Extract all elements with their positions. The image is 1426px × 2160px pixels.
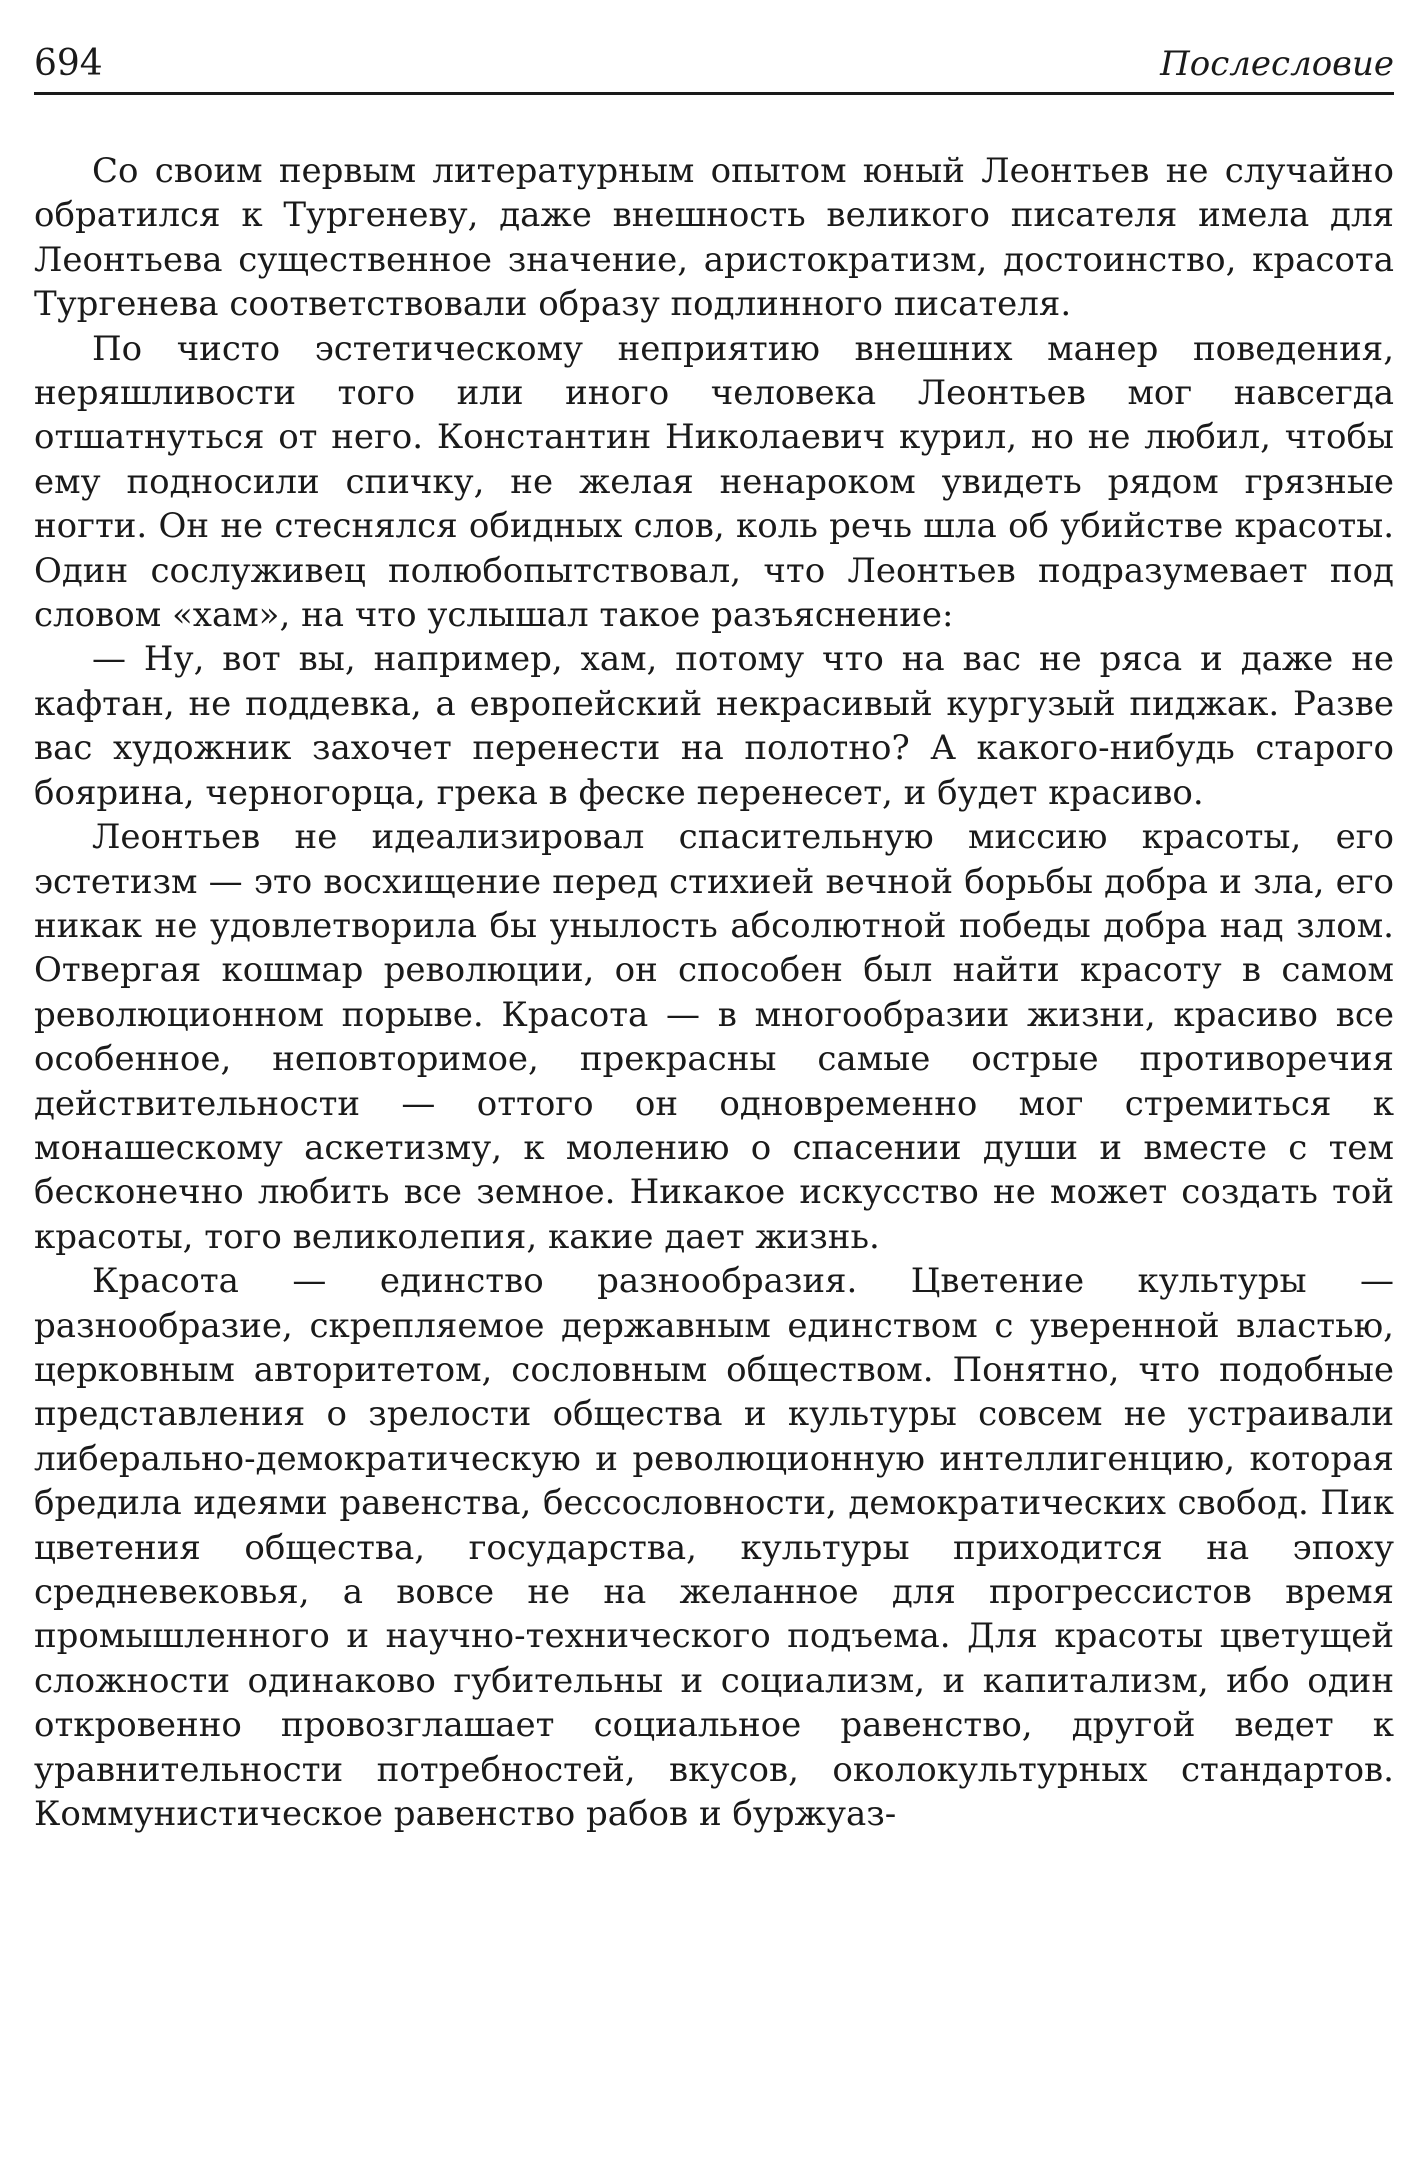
running-header: [34, 40, 1394, 95]
paragraph: Со своим первым литературным опытом юный Леонтьев не случайно обратился к Тургеневу, даже внешность великого писателя имела для Леонтьева существенное значение, аристократизм, достоинство, красота Тургенева соответствовали образу подлинного писателя.: [34, 151, 1394, 325]
paragraph: — Ну, вот вы, например, хам, потому что на вас не ряса и даже не кафтан, не поддевка, а европейский некрасивый кургузый пиджак. Разве вас художник захочет перенести на полотно? А какого-нибудь старого боярина, черногорца, грека в феске перенесет, и будет красиво.: [34, 639, 1394, 813]
page-number: 694: [34, 43, 103, 84]
paragraph: Красота — единство разнообразия. Цветение культуры — разнообразие, скрепляемое державным единством с уверенной властью, церковным авторитетом, сословным обществом. Понятно, что подобные представления о зрелости общества и культуры совсем не устраивали либерально-демократическую и революционную интеллигенцию, которая бредила идеями равенства, бессословности, демократических свобод. Пик цветения общества, государства, культуры приходится на эпоху средневековья, а вовсе не на желанное для прогрессистов время промышленного и научно-технического подъема. Для красоты цветущей сложности одинаково губительны и социализм, и капитализм, ибо один откровенно провозглашает социальное равенство, другой ведет к уравнительности потребностей, вкусов, околокультурных стандартов. Коммунистическое равенство рабов и буржуаз-: [34, 1261, 1394, 1835]
section-title: Послесловие: [1160, 44, 1394, 84]
book-page: [34, 40, 1394, 2120]
paragraph: По чисто эстетическому неприятию внешних манер поведения, неряшливости того или иного человека Леонтьев мог навсегда отшатнуться от него. Константин Николаевич курил, но не любил, чтобы ему подносили спичку, не желая ненароком увидеть рядом грязные ногти. Он не стеснялся обидных слов, коль речь шла об убийстве красоты. Один сослуживец полюбопытствовал, что Леонтьев подразумевает под словом «хам», на что услышал такое разъяснение:: [34, 328, 1394, 636]
paragraph: Леонтьев не идеализировал спасительную миссию красоты, его эстетизм — это восхищение перед стихией вечной борьбы добра и зла, его никак не удовлетворила бы унылость абсолютной победы добра над злом. Отвергая кошмар революции, он способен был найти красоту в самом революционном порыве. Красота — в многообразии жизни, красиво все особенное, неповторимое, прекрасны самые острые противоречия действительности — оттого он одновременно мог стремиться к монашескому аскетизму, к молению о спасении души и вместе с тем бесконечно любить все земное. Никакое искусство не может создать той красоты, того великолепия, какие дает жизнь.: [34, 817, 1394, 1257]
body-text: [34, 149, 1394, 1836]
